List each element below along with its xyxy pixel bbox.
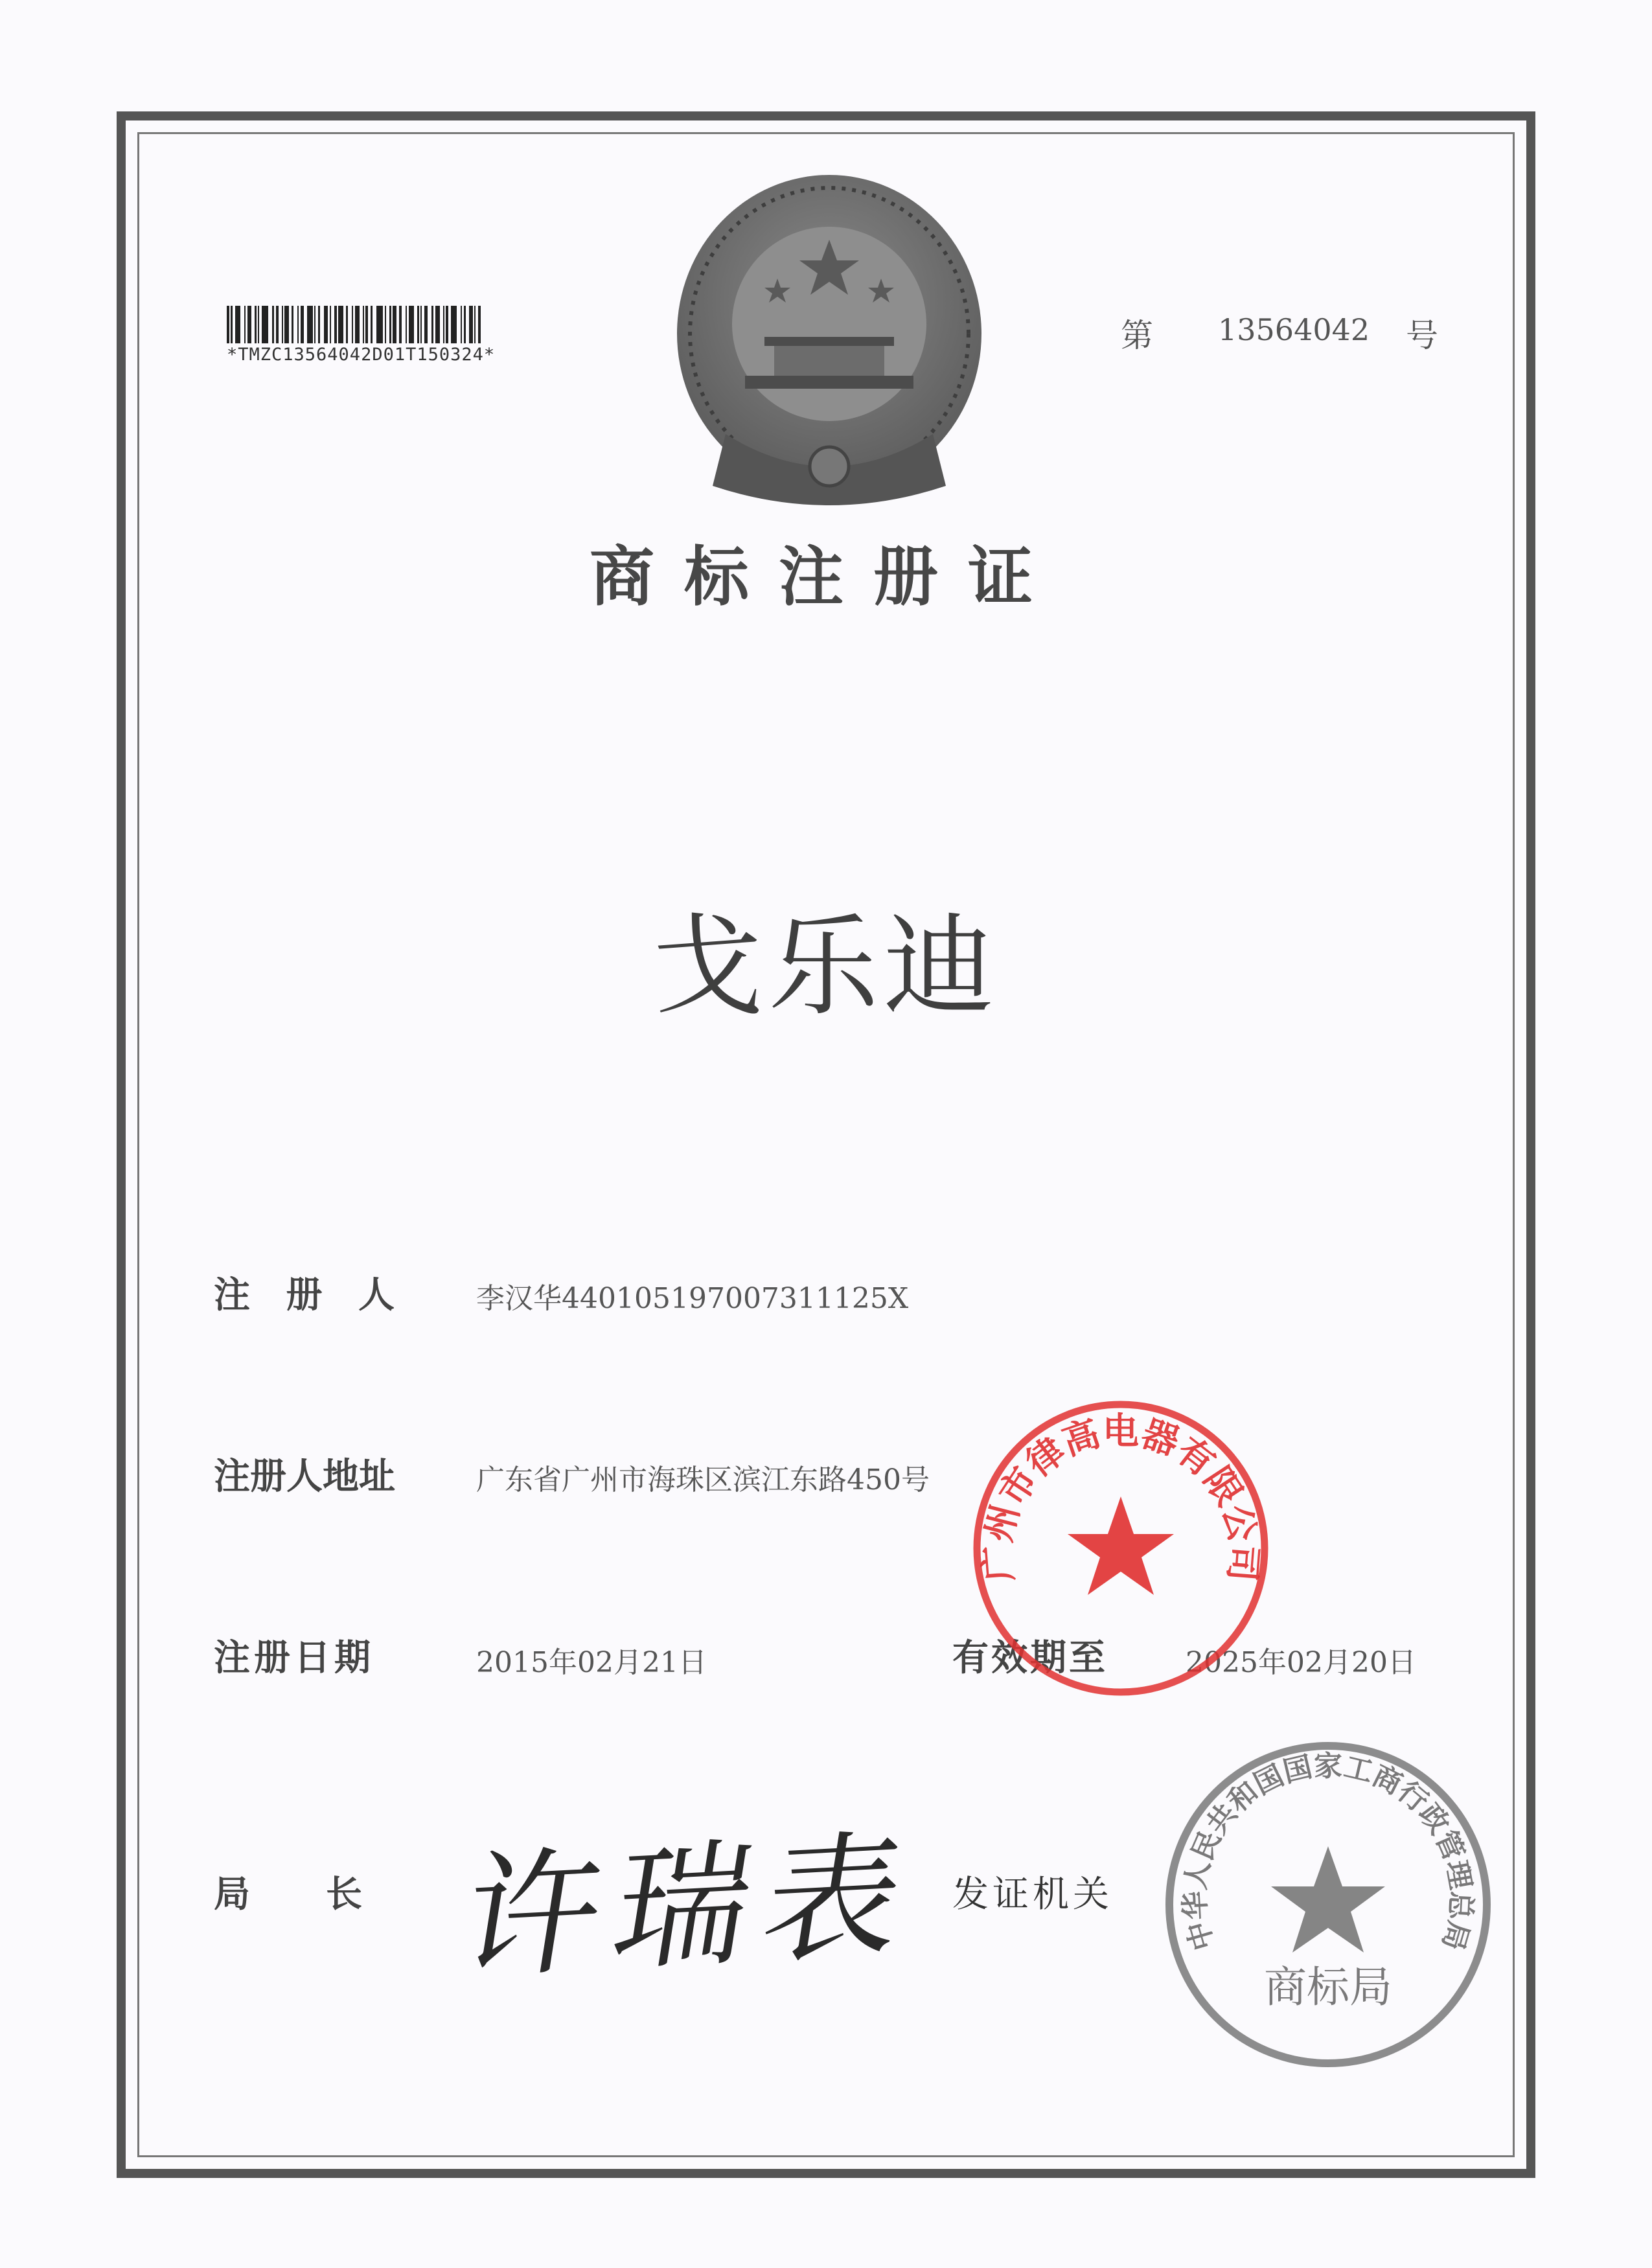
trademark-name: 戈乐迪 <box>652 903 999 1031</box>
valid-until-value: 2025年02月20日 <box>1186 1646 1416 1679</box>
registrant-value: 李汉华440105197007311125X <box>476 1282 909 1315</box>
barcode <box>227 306 573 343</box>
address-label: 注册人地址 <box>214 1455 395 1498</box>
authority-seal-center-text: 商标局 <box>1264 1962 1392 2012</box>
registration-date-value: 2015年02月21日 <box>476 1646 707 1679</box>
cert-number-prefix: 第 <box>1121 317 1153 354</box>
director-signature: 许瑞表 <box>452 1815 928 1999</box>
page-title: 商标注册证 <box>590 538 1062 615</box>
registrant-label: 注 册 人 <box>214 1274 406 1316</box>
star-icon <box>1271 1846 1385 1953</box>
company-seal-text: 广州市律高电器有限公司 <box>976 1410 1266 1583</box>
national-emblem-icon <box>667 162 991 525</box>
issuing-authority-label: 发证机关 <box>952 1873 1113 1916</box>
cert-number: 13564042 <box>1218 312 1370 347</box>
registration-date-label: 注册日期 <box>214 1636 374 1679</box>
star-icon <box>1068 1496 1174 1595</box>
director-label: 局 长 <box>214 1873 362 1916</box>
barcode-text: *TMZC13564042D01T150324* <box>227 345 496 365</box>
address-value: 广东省广州市海珠区滨江东路450号 <box>476 1463 930 1496</box>
authority-seal-text: 中华人民共和国国家工商行政管理总局 <box>1178 1749 1478 1954</box>
authority-seal <box>1160 1736 1497 2073</box>
valid-until-label: 有效期至 <box>952 1636 1108 1679</box>
cert-number-suffix: 号 <box>1406 317 1438 354</box>
company-seal <box>965 1393 1276 1704</box>
